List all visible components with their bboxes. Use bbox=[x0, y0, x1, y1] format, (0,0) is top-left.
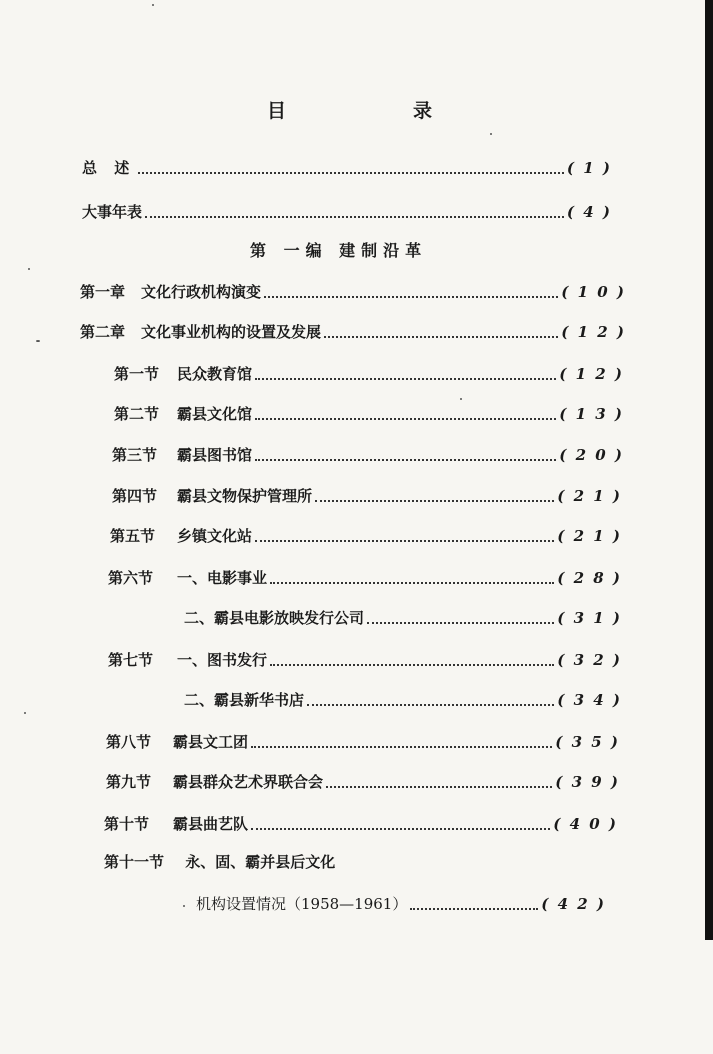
leader-dots bbox=[367, 622, 554, 624]
entry-page: ( 3 1 ) bbox=[557, 609, 622, 627]
toc-title-left: 目 bbox=[267, 100, 289, 122]
entry-title: 霸县文化馆 bbox=[177, 405, 253, 423]
entry-number: 第八节 bbox=[106, 733, 152, 751]
leader-dots bbox=[255, 378, 556, 380]
toc-entry bbox=[184, 604, 622, 628]
leader-dots bbox=[251, 828, 550, 830]
entry-title-continuation: 机构设置情况（1958—1961） bbox=[196, 895, 408, 913]
section-heading: 第 一编 建制沿革 bbox=[250, 241, 428, 260]
toc-entry bbox=[82, 154, 612, 178]
entry-number: 第一章 bbox=[80, 283, 126, 301]
entry-page: ( 2 8 ) bbox=[557, 569, 622, 587]
toc-entry-continuation bbox=[196, 890, 606, 914]
entry-title: 文化行政机构演变 bbox=[141, 283, 262, 301]
toc-entry bbox=[112, 441, 624, 465]
toc-entry bbox=[184, 686, 622, 710]
entry-page: ( 3 4 ) bbox=[557, 691, 622, 709]
entry-page: ( 1 ) bbox=[566, 159, 612, 177]
entry-page: ( 1 2 ) bbox=[561, 323, 626, 341]
toc-entry bbox=[114, 360, 624, 384]
leader-dots bbox=[264, 296, 558, 298]
entry-title: 一、电影事业 bbox=[177, 569, 268, 587]
toc-title-right: 录 bbox=[413, 100, 435, 122]
leader-dots bbox=[410, 908, 538, 910]
entry-title: 霸县图书馆 bbox=[177, 446, 253, 464]
entry-title: 霸县文工团 bbox=[173, 733, 249, 751]
entry-page: ( 2 1 ) bbox=[557, 527, 622, 545]
entry-page: ( 4 0 ) bbox=[553, 815, 618, 833]
toc-entry bbox=[106, 768, 620, 792]
toc-entry bbox=[110, 522, 622, 546]
leader-dots bbox=[251, 746, 552, 748]
entry-page: ( 3 5 ) bbox=[555, 733, 620, 751]
entry-number: 第二章 bbox=[80, 323, 126, 341]
entry-number: 第一节 bbox=[114, 365, 160, 383]
toc-entry bbox=[104, 810, 618, 834]
entry-label: 大事年表 bbox=[82, 203, 143, 221]
leader-dots bbox=[315, 500, 554, 502]
leader-dots bbox=[307, 704, 554, 706]
toc-entry bbox=[80, 278, 626, 302]
entry-title: 永、固、霸并县后文化 bbox=[185, 853, 336, 871]
entry-title: 霸县曲艺队 bbox=[173, 815, 249, 833]
entry-number: 第五节 bbox=[110, 527, 156, 545]
entry-page: ( 3 9 ) bbox=[555, 773, 620, 791]
entry-page: ( 2 1 ) bbox=[557, 487, 622, 505]
entry-page: ( 1 0 ) bbox=[561, 283, 626, 301]
entry-page: ( 4 2 ) bbox=[541, 895, 606, 913]
entry-title: 民众教育馆 bbox=[177, 365, 253, 383]
toc-entry bbox=[108, 646, 622, 670]
leader-dots bbox=[270, 664, 554, 666]
toc-title bbox=[0, 96, 713, 126]
entry-number: 第三节 bbox=[112, 446, 158, 464]
leader-dots bbox=[255, 418, 556, 420]
entry-title: 乡镇文化站 bbox=[177, 527, 253, 545]
toc-entry bbox=[108, 564, 622, 588]
entry-title: 二、霸县新华书店 bbox=[184, 691, 305, 709]
entry-label: 总 述 bbox=[82, 159, 136, 177]
entry-number: 第四节 bbox=[112, 487, 158, 505]
entry-number: 第十节 bbox=[104, 815, 150, 833]
entry-page: ( 2 0 ) bbox=[559, 446, 624, 464]
entry-page: ( 1 2 ) bbox=[559, 365, 624, 383]
toc-entry bbox=[112, 482, 622, 506]
entry-title: 一、图书发行 bbox=[177, 651, 268, 669]
leader-dots bbox=[145, 216, 564, 218]
entry-number: 第十一节 bbox=[104, 853, 165, 871]
toc-entry bbox=[80, 318, 626, 342]
toc-entry bbox=[106, 728, 620, 752]
entry-page: ( 4 ) bbox=[566, 203, 612, 221]
leader-dots bbox=[138, 172, 564, 174]
toc-entry bbox=[82, 198, 612, 222]
entry-title: 文化事业机构的设置及发展 bbox=[141, 323, 322, 341]
leader-dots bbox=[255, 540, 554, 542]
entry-title: 二、霸县电影放映发行公司 bbox=[184, 609, 365, 627]
leader-dots bbox=[324, 336, 558, 338]
entry-page: ( 3 2 ) bbox=[557, 651, 622, 669]
page-edge-shadow bbox=[705, 0, 713, 940]
entry-title: 霸县文物保护管理所 bbox=[177, 487, 313, 505]
leader-dots bbox=[255, 459, 556, 461]
leader-dots bbox=[270, 582, 554, 584]
entry-number: 第七节 bbox=[108, 651, 154, 669]
toc-entry-last bbox=[104, 852, 335, 872]
entry-number: 第二节 bbox=[114, 405, 160, 423]
entry-number: 第六节 bbox=[108, 569, 154, 587]
leader-dots bbox=[326, 786, 552, 788]
entry-title: 霸县群众艺术界联合会 bbox=[173, 773, 324, 791]
entry-page: ( 1 3 ) bbox=[559, 405, 624, 423]
entry-number: 第九节 bbox=[106, 773, 152, 791]
toc-entry bbox=[114, 400, 624, 424]
